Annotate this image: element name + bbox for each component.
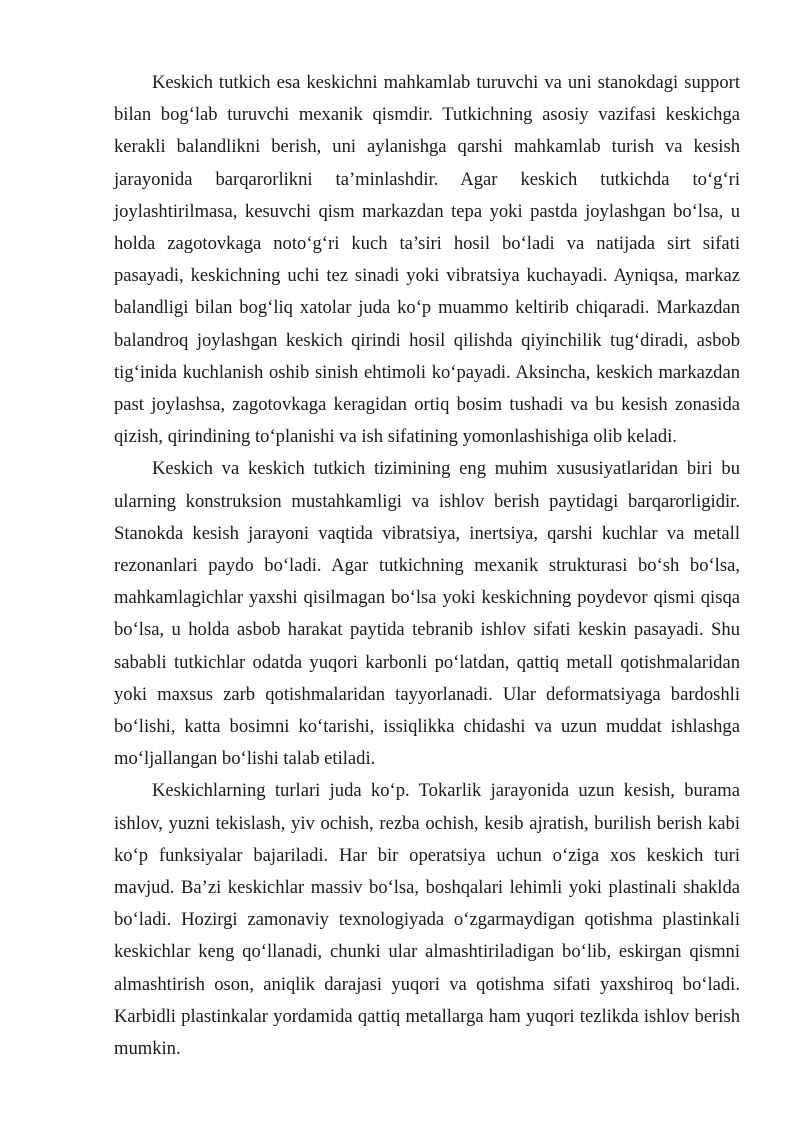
text-body bbox=[114, 67, 740, 1065]
paragraph-tool-types: Keskichlarning turlari juda ko‘p. Tokarlik jarayonida uzun kesish, burama ishlov, yuzni tekislash, yiv ochish, rezba ochish, kesib ajratish, burilish berish kabi ko‘p funksiyalar bajariladi. Har bir operatsiya uchun o‘ziga xos keskich turi mavjud. Ba’zi keskichlar massiv bo‘lsa, boshqalari lehimli yoki plastinali shaklda bo‘ladi. Hozirgi zamonaviy texnologiyada o‘zgarmaydigan qotishma plastinkali keskichlar keng qo‘llanadi, chunki ular almashtiriladigan bo‘lib, eskirgan qismni almashtirish oson, aniqlik darajasi yuqori va qotishma sifati yaxshiroq bo‘ladi. Karbidli plastinkalar yordamida qattiq metallarga ham yuqori tezlikda ishlov berish mumkin. bbox=[114, 780, 740, 1060]
paragraph-tool-holder: Keskich tutkich esa keskichni mahkamlab turuvchi va uni stanokdagi support bilan bog‘lab turuvchi mexanik qismdir. Tutkichning asosiy vazifasi keskichga kerakli balandlikni berish, uni aylanishga qarshi mahkamlab turish va kesish jarayonida barqarorlikni ta’minlashdir. Agar keskich tutkichda to‘g‘ri joylashtirilmasa, kesuvchi qism markazdan tepa yoki pastda joylashgan bo‘lsa, u holda zagotovkaga noto‘g‘ri kuch ta’siri hosil bo‘ladi va natijada sirt sifati pasayadi, keskichning uchi tez sinadi yoki vibratsiya kuchayadi. Ayniqsa, markaz balandligi bilan bog‘liq xatolar juda ko‘p muammo keltirib chiqaradi. Markazdan balandroq joylashgan keskich qirindi hosil qilishda qiyinchilik tug‘diradi, asbob tig‘inida kuchlanish oshib sinish ehtimoli ko‘payadi. Aksincha, keskich markazdan past joylashsa, zagotovkaga keragidan ortiq bosim tushadi va bu kesish zonasida qizish, qirindining to‘planishi va ish sifatining yomonlashishiga olib keladi. bbox=[114, 72, 740, 448]
paragraph-rigidity: Keskich va keskich tutkich tizimining eng muhim xususiyatlaridan biri bu ularning konstruksion mustahkamligi va ishlov berish paytidagi barqarorligidir. Stanokda kesish jarayoni vaqtida vibratsiya, inertsiya, qarshi kuchlar va metall rezonanlari paydo bo‘ladi. Agar tutkichning mexanik strukturasi bo‘sh bo‘lsa, mahkamlagichlar yaxshi qisilmagan bo‘lsa yoki keskichning poydevor qismi qisqa bo‘lsa, u holda asbob harakat paytida tebranib ishlov sifati keskin pasayadi. Shu sababli tutkichlar odatda yuqori karbonli po‘latdan, qattiq metall qotishmalaridan yoki maxsus zarb qotishmalaridan tayyorlanadi. Ular deformatsiyaga bardoshli bo‘lishi, katta bosimni ko‘tarishi, issiqlikka chidashi va uzun muddat ishlashga mo‘ljallangan bo‘lishi talab etiladi. bbox=[114, 458, 740, 770]
